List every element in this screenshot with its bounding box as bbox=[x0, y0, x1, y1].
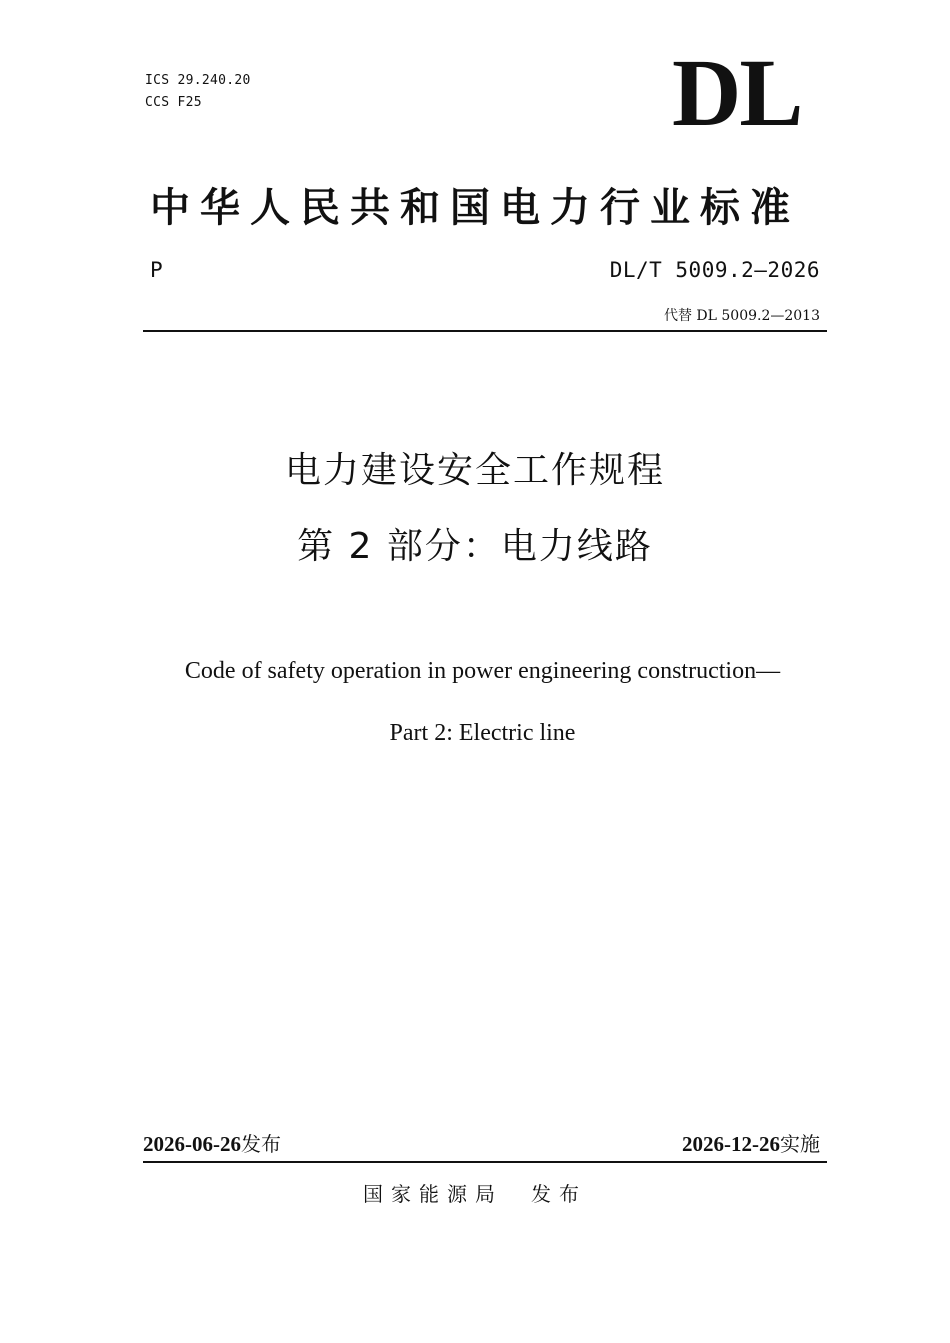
publisher-organization: 国家能源局 bbox=[363, 1182, 503, 1206]
standard-number: DL/T 5009.2—2026 bbox=[609, 258, 820, 282]
issue-date bbox=[143, 1130, 281, 1158]
implementation-date-label: 实施 bbox=[780, 1132, 820, 1156]
publisher bbox=[0, 1179, 950, 1209]
english-title-line-1: Code of safety operation in power engineering construction— bbox=[184, 658, 781, 684]
chinese-title-line-2: 第 2 部分：电力线路 bbox=[297, 526, 653, 567]
publisher-action: 发布 bbox=[531, 1182, 587, 1206]
industry-standard-title: 中华人民共和国电力行业标准 bbox=[150, 185, 800, 231]
ccs-code: CCS F25 bbox=[145, 95, 202, 110]
english-title-line-2: Part 2: Electric line bbox=[389, 720, 576, 746]
classification-codes bbox=[145, 70, 251, 114]
issue-date-value: 2026-06-26 bbox=[143, 1132, 241, 1156]
ics-code: ICS 29.240.20 bbox=[145, 73, 251, 88]
implementation-date bbox=[682, 1130, 820, 1158]
replaces-standard: 代替 DL 5009.2—2013 bbox=[663, 308, 820, 324]
chinese-title-line-1: 电力建设安全工作规程 bbox=[284, 450, 665, 491]
footer-divider bbox=[143, 1161, 827, 1163]
implementation-date-value: 2026-12-26 bbox=[682, 1132, 780, 1156]
header-divider bbox=[143, 330, 827, 332]
category-code: P bbox=[150, 258, 163, 282]
standard-logo: DL bbox=[672, 39, 802, 146]
issue-date-label: 发布 bbox=[241, 1132, 281, 1156]
